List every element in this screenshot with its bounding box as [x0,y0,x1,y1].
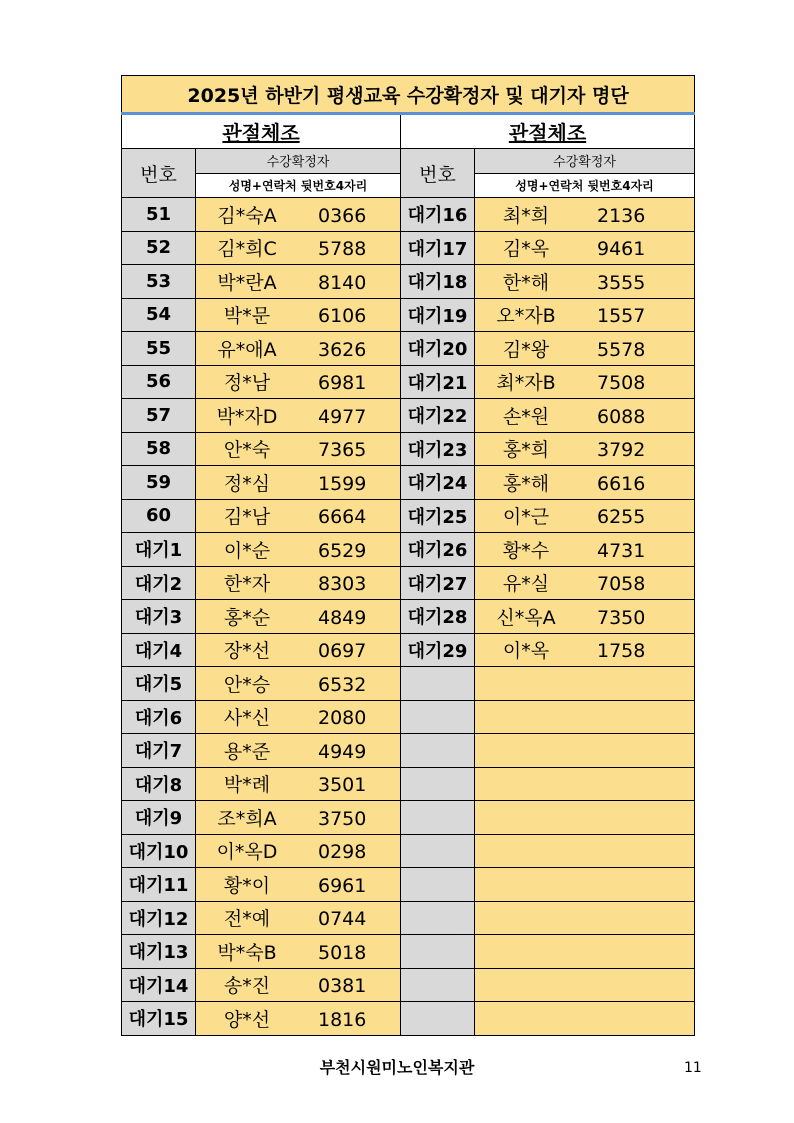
row-number [401,901,475,935]
attendee-entry [196,198,401,232]
attendee-entry [196,466,401,500]
row-number [401,667,475,701]
attendee-entry [475,868,695,902]
phone-last4: 6616 [597,472,646,495]
row-number: 60 [122,499,196,533]
table-row [122,834,695,868]
table-row [122,901,695,935]
table-row [122,566,695,600]
attendee-entry [475,365,695,399]
attendee-name: 이*옥 [502,640,550,663]
attendee-name: 홍*순 [223,606,271,629]
page-number: 11 [684,1060,702,1076]
phone-last4: 5788 [318,238,367,261]
table-row [122,198,695,232]
attendee-entry [196,365,401,399]
attendee-entry [475,399,695,433]
phone-last4: 4731 [597,539,646,562]
attendee-name: 홍*희 [502,439,550,462]
attendee-entry [475,1002,695,1036]
table-row [122,499,695,533]
attendee-name: 신*옥A [496,606,556,629]
row-number: 대기7 [122,734,196,768]
attendee-name: 이*근 [502,506,550,529]
attendee-entry [196,566,401,600]
attendee-entry [475,533,695,567]
attendee-entry [475,901,695,935]
phone-last4: 0298 [318,841,367,864]
attendee-name: 김*옥 [502,238,550,261]
attendee-name: 이*옥D [216,841,278,864]
row-number: 대기11 [122,868,196,902]
attendee-entry [196,734,401,768]
row-number: 대기13 [122,935,196,969]
table-row [122,1002,695,1036]
phone-last4: 6532 [318,673,367,696]
attendee-name: 박*숙B [217,941,277,964]
program-name-right [401,114,695,149]
row-number: 대기10 [122,834,196,868]
row-number [401,1002,475,1036]
phone-last4: 8303 [318,573,367,596]
table-row [122,700,695,734]
attendee-name: 박*문 [223,305,271,328]
program-label: 관절체조 [222,121,300,145]
row-number: 대기20 [401,332,475,366]
row-number: 대기12 [122,901,196,935]
table-row [122,298,695,332]
phone-last4: 4977 [318,405,367,428]
attendee-entry [475,734,695,768]
phone-last4: 9461 [597,238,646,261]
phone-last4: 3792 [597,439,646,462]
attendee-entry [475,801,695,835]
row-number: 대기14 [122,968,196,1002]
attendee-entry [475,700,695,734]
document-title: 2025년 하반기 평생교육 수강확정자 및 대기자 명단 [122,76,695,114]
attendee-entry [196,265,401,299]
phone-last4: 1557 [597,305,646,328]
row-number: 55 [122,332,196,366]
attendee-name: 조*희A [217,807,277,830]
attendee-entry [196,432,401,466]
table-row [122,466,695,500]
row-number: 51 [122,198,196,232]
phone-last4: 7508 [597,372,646,395]
phone-last4: 4949 [318,740,367,763]
attendee-entry [196,600,401,634]
phone-last4: 1758 [597,640,646,663]
attendee-entry [475,834,695,868]
phone-last4: 1816 [318,1008,367,1031]
attendee-name: 최*자B [496,372,556,395]
attendee-entry [196,633,401,667]
attendee-entry [196,868,401,902]
row-number: 54 [122,298,196,332]
row-number [401,801,475,835]
attendee-entry [475,332,695,366]
attendee-entry [475,767,695,801]
phone-last4: 6529 [318,539,367,562]
attendee-name: 정*남 [223,372,271,395]
row-number: 대기27 [401,566,475,600]
attendee-name: 박*자D [216,405,278,428]
row-number: 대기3 [122,600,196,634]
attendee-name: 전*예 [223,908,271,931]
phone-last4: 7350 [597,606,646,629]
attendee-name: 정*심 [223,472,271,495]
attendee-name: 최*희 [502,204,550,227]
row-number: 대기17 [401,231,475,265]
attendee-entry [196,901,401,935]
attendee-entry [196,499,401,533]
table-row [122,533,695,567]
row-number: 56 [122,365,196,399]
attendee-entry [475,499,695,533]
program-name-left [122,114,401,149]
phone-last4: 0697 [318,640,367,663]
table-row [122,231,695,265]
attendee-name: 이*순 [223,539,271,562]
row-number: 대기24 [401,466,475,500]
attendee-entry [475,432,695,466]
row-number: 53 [122,265,196,299]
row-number: 대기25 [401,499,475,533]
attendee-entry [196,834,401,868]
phone-last4: 6664 [318,506,367,529]
row-number: 대기1 [122,533,196,567]
row-number [401,767,475,801]
phone-last4: 3555 [597,271,646,294]
attendee-entry [475,466,695,500]
attendee-entry [196,533,401,567]
table-row [122,365,695,399]
phone-last4: 3501 [318,774,367,797]
attendee-name: 용*준 [223,740,271,763]
table-row [122,432,695,466]
row-number: 대기21 [401,365,475,399]
attendee-entry [196,667,401,701]
row-number: 대기28 [401,600,475,634]
attendee-name: 한*자 [223,573,271,596]
row-number: 대기18 [401,265,475,299]
row-number: 58 [122,432,196,466]
attendee-name: 김*남 [223,506,271,529]
phone-last4: 7058 [597,573,646,596]
table-row [122,935,695,969]
table-row [122,399,695,433]
phone-last4: 2080 [318,707,367,730]
table-row [122,801,695,835]
attendee-name: 홍*해 [502,472,550,495]
attendee-name: 박*란A [217,271,277,294]
attendee-name: 사*신 [223,707,271,730]
table-row [122,968,695,1002]
attendee-entry [475,633,695,667]
row-number [401,700,475,734]
row-number: 대기2 [122,566,196,600]
attendee-entry [475,667,695,701]
phone-last4: 6106 [318,305,367,328]
row-number: 대기26 [401,533,475,567]
attendee-name: 안*숙 [223,439,271,462]
phone-last4: 5578 [597,338,646,361]
column-header-confirmed: 수강확정자 [475,149,695,174]
row-number [401,968,475,1002]
organization-footer: 부천시원미노인복지관 [319,1058,475,1077]
row-number: 대기4 [122,633,196,667]
phone-last4: 6981 [318,372,367,395]
table-row [122,734,695,768]
roster-sheet [121,75,694,1036]
row-number: 대기6 [122,700,196,734]
phone-last4: 7365 [318,439,367,462]
column-header-number: 번호 [122,149,196,198]
attendee-name: 안*승 [223,673,271,696]
attendee-entry [475,231,695,265]
table-row [122,633,695,667]
attendee-entry [475,968,695,1002]
attendee-entry [196,968,401,1002]
row-number [401,734,475,768]
attendee-name: 손*원 [502,405,550,428]
attendee-name: 한*해 [502,271,550,294]
row-number: 대기5 [122,667,196,701]
column-subheader: 성명+연락처 뒷번호4자리 [196,173,401,198]
phone-last4: 0744 [318,908,367,931]
row-number: 대기16 [401,198,475,232]
row-number: 대기23 [401,432,475,466]
attendee-name: 김*왕 [502,338,550,361]
phone-last4: 6961 [318,874,367,897]
roster-table [121,75,695,1036]
attendee-name: 유*실 [502,573,550,596]
column-header-confirmed: 수강확정자 [196,149,401,174]
table-row [122,332,695,366]
attendee-entry [475,600,695,634]
row-number [401,868,475,902]
table-row [122,265,695,299]
row-number: 57 [122,399,196,433]
attendee-entry [196,231,401,265]
table-row [122,600,695,634]
attendee-name: 김*숙A [217,204,277,227]
attendee-entry [196,332,401,366]
phone-last4: 3626 [318,338,367,361]
attendee-entry [475,298,695,332]
attendee-entry [196,700,401,734]
attendee-entry [475,566,695,600]
attendee-entry [196,935,401,969]
phone-last4: 4849 [318,606,367,629]
column-subheader: 성명+연락처 뒷번호4자리 [475,173,695,198]
row-number: 52 [122,231,196,265]
attendee-entry [196,767,401,801]
attendee-entry [196,399,401,433]
attendee-name: 김*희C [217,238,277,261]
column-header-number: 번호 [401,149,475,198]
attendee-name: 송*진 [223,975,271,998]
table-row [122,667,695,701]
attendee-entry [196,801,401,835]
table-row [122,868,695,902]
phone-last4: 3750 [318,807,367,830]
attendee-entry [196,1002,401,1036]
phone-last4: 8140 [318,271,367,294]
attendee-name: 황*이 [223,874,271,897]
attendee-name: 장*선 [223,640,271,663]
row-number: 대기9 [122,801,196,835]
phone-last4: 2136 [597,204,646,227]
phone-last4: 6255 [597,506,646,529]
attendee-name: 박*례 [223,774,271,797]
attendee-entry [196,298,401,332]
phone-last4: 6088 [597,405,646,428]
program-label: 관절체조 [508,121,587,145]
row-number [401,935,475,969]
row-number: 59 [122,466,196,500]
phone-last4: 5018 [318,941,367,964]
attendee-name: 오*자B [496,305,556,328]
attendee-name: 유*애A [217,338,277,361]
attendee-entry [475,935,695,969]
table-row [122,767,695,801]
attendee-entry [475,265,695,299]
phone-last4: 0366 [318,204,367,227]
row-number: 대기22 [401,399,475,433]
phone-last4: 0381 [318,975,367,998]
attendee-name: 양*선 [223,1008,271,1031]
row-number: 대기15 [122,1002,196,1036]
row-number [401,834,475,868]
row-number: 대기29 [401,633,475,667]
attendee-name: 황*수 [502,539,550,562]
phone-last4: 1599 [318,472,367,495]
row-number: 대기19 [401,298,475,332]
row-number: 대기8 [122,767,196,801]
attendee-entry [475,198,695,232]
